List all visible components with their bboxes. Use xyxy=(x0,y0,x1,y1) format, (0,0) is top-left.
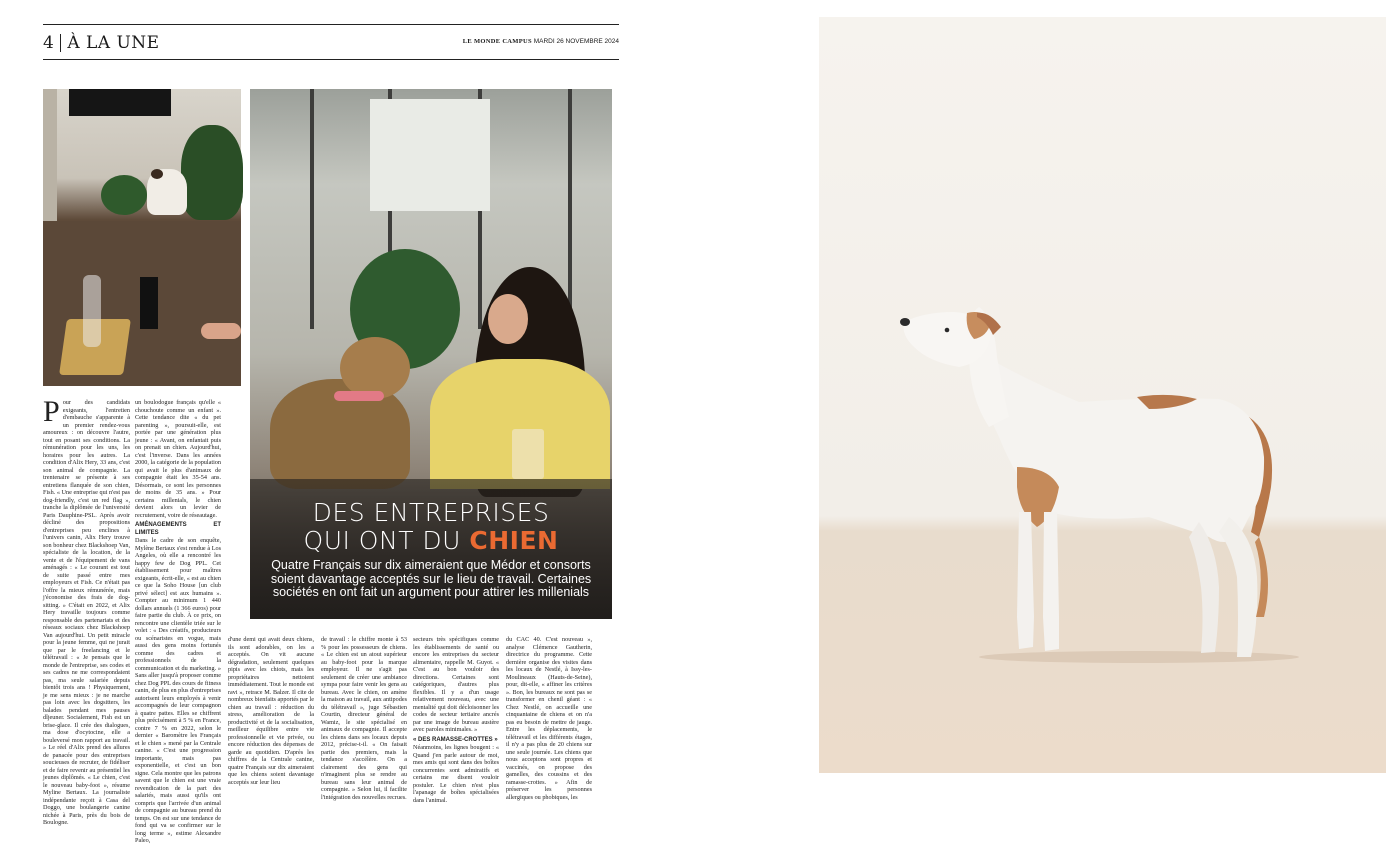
column-3-text: d'une demi qui avait deux chiens, ils sont adorables, on les a acceptés. On vit aucune dégradation, seulement quelques pipis avec les chiots, mais les propriétaires nettoient immédiatement. Tout le monde est ravi », retrace M. Balzer. Il cite de nombreux bienfaits apportés par le chien au travail : réduction du stress, amélioration de la productivité et de la socialisation, meilleur équilibre entre vie professionnelle et vie privée, ou encore réduction des dépenses de garde au quotidien. D'après les chiffres de la Centrale canine, quatre Français sur dix aimeraient que les chiens soient davantage acceptés sur leur lieu xyxy=(228,636,314,786)
article-column-5 xyxy=(413,636,499,804)
dog-hind-leg-2 xyxy=(1189,522,1219,653)
dog-body xyxy=(969,347,1264,542)
page-folio xyxy=(43,33,160,53)
dog-illustration xyxy=(819,17,1386,773)
office-dog-photo xyxy=(43,89,241,386)
header-rule-bottom xyxy=(43,59,619,60)
column-2b-text: Dans le cadre de son enquête, Mylène Bertaux s'est rendue à Los Angeles, où elle a rencontré les happy few de Dog PPL. Cet établissement pour maîtres exigeants, écrit-elle, « est au chien ce que la Soho House [un club privé sélect] est aux humains ». Compter au minimum 1 440 dollars annuels (1 366 euros) pour faire partie du club. À ce prix, on rencontre une clientèle triée sur le volet : « Des créatifs, producteurs ou scénaristes en vogue, mais aussi des gens moins fortunés comme des cadres et professionnels de la communication et du marketing. » Sans aller jusqu'à proposer comme chez Dog PPL des cours de fitness canin, de plus en plus d'entreprises autorisent leurs employés à venir accompagnés de leur compagnon à quatre pattes. Elles se chiffrent plus précisément à 5 % en France, contre 7 % en 2022, selon le dernier « Baromètre les Français et le chien » mené par la Centrale canine. « C'est une progression importante, mais pas exponentielle, et c'est un bon signe. Cela montre que les patrons savent que le chien est une vraie revendication de la part des salariés, mais aussi qu'ils ont compris que l'arrivée d'un animal de compagnie au bureau prend du temps. On est sur une tendance de fond qui va se confirmer sur le long terme », estime Alexandre Paleo, xyxy=(135,537,221,844)
dropcap: P xyxy=(43,395,60,428)
headline-line-2-start: QUI ONT DU xyxy=(303,526,470,555)
dog-front-leg-1 xyxy=(1017,512,1034,649)
column-4-text: de travail : le chiffre monte à 53 % pour les possesseurs de chiens. « Le chien est un atout supérieur au baby-foot pour la marque employeur. Il ne s'agit pas seulement de créer une ambiance sympa pour faire venir les gens au bureau. Avec le chien, on amène la maison au travail, aux antipodes du télétravail », juge Sébastien Courtin, directeur général de Wamiz, le site spécialisé en animaux de compagnie. Il accepte les chiens dans ses locaux depuis 2012, précise-t-il. « On faisait partie des premiers, mais la tendance s'accélère. On a clairement des gens qui n'imaginent plus se rendre au bureau sans leur animal de compagnie. » Selon lui, il facilite l'intégration des nouvelles recrues. xyxy=(321,636,407,801)
publication-name: LE MONDE CAMPUS xyxy=(462,38,532,45)
column-2-text: un boulodogue français qu'elle « chouchoute comme un enfant ». Cette tendance dite « du pet parenting », poursuit-elle, est portée par une génération plus jeune : « Avant, on enfantait puis on prenait un chien. Aujourd'hui, c'est l'inverse. Dans les années 2000, la catégorie de la population qui avait le plus d'animaux de compagnie était les 35-54 ans. Désormais, ce sont les personnes de moins de 35 ans. » Pour certains millenials, le chien devient alors un levier de recrutement, voire de réseautage. xyxy=(135,399,221,519)
header-rule-top xyxy=(43,24,619,25)
headline-accent-word: CHIEN xyxy=(469,526,559,555)
masthead xyxy=(463,38,619,45)
column-5-text: secteurs très spécifiques comme les établissements de santé ou encore les entreprises du secteur alimentaire, rappelle M. Guyot. « C'est au bon vouloir des directions. Certaines sont catégoriques, d'autres plus flexibles. Il y a d'un usage relativement nouveau, avec une mentalité qui doit décloisonner les codes de secteur tertiaire ancrés par une image de bureau austère avec paroles minimales. » xyxy=(413,636,499,733)
subhead-amenagements: AMÉNAGEMENTS ET LIMITES xyxy=(135,522,221,536)
subhead-ramasse-crottes: « DES RAMASSE-CROTTES » xyxy=(413,736,498,743)
standfirst: Quatre Français sur dix aimeraient que Médor et consorts soient davantage acceptés sur le lieu de travail. Certaines sociétés en ont fait un argument pour attirer les millenials xyxy=(270,558,592,599)
folio-separator xyxy=(60,34,61,52)
standing-dog-photo xyxy=(819,17,1386,773)
woman-with-dog-photo xyxy=(250,89,612,619)
publication-date: MARDI 26 NOVEMBRE 2024 xyxy=(533,38,619,45)
newspaper-page xyxy=(43,24,619,844)
dog-hind-leg-1 xyxy=(1219,517,1257,657)
dog-nose xyxy=(900,318,910,326)
article-column-3 xyxy=(228,636,314,784)
article-column-1 xyxy=(43,395,130,826)
dog-eye xyxy=(945,328,950,333)
article-column-2 xyxy=(135,399,221,844)
headline-line-2 xyxy=(250,527,612,555)
column-5b-text: Néanmoins, les lignes bougent : « Quand j'en parle autour de moi, mes amis qui sont dans des boîtes concurrentes sont admiratifs et certains me disent vouloir postuler. Le chien n'est plus l'apanage de boîtes spécialisées dans l'animal. xyxy=(413,744,499,804)
column-6-text: du CAC 40. C'est nouveau », analyse Clémence Gautherin, directrice du programme. Cette dernière organise des visites dans les locaux de Nestlé, à Issy-les-Moulineaux (Hauts-de-Seine), pour, dit-elle, « affiner les critères ». Bon, les bureaux ne sont pas se transformer en chenil géant : « Chez Nestlé, on accueille une cinquantaine de chiens et on n'a pas eu besoin de mettre de jauge. Entre les déplacements, le télétravail et les différents étages, il n'y a pas plus de 20 chiens sur une seule journée. Les chiens que nous acceptons sont propres et vaccinés, on propose des gamelles, des coussins et des ramasse-crottes. » Afin de préserver les personnes allergiques ou phobiques, les xyxy=(506,636,592,801)
headline-line-1: DES ENTREPRISES xyxy=(312,498,550,527)
article-column-6 xyxy=(506,636,592,801)
column-1-text: our des candidats exigeants, l'entretien d'embauche s'apparente à un premier rendez-vous amoureux : on découvre l'autre, tout en posant ses conditions. La rémunération pour les uns, les horaires pour les autres. La condition d'Alix Hery, 33 ans, c'est son animal de compagnie. La trentenaire se présente à ses entretiens flanquée de son chien, Fish. « Une entreprise qui n'est pas dog-friendly, c'est un red flag », tranche la diplômée de l'université Paris Dauphine-PSL. Après avoir décliné des propositions d'entreprises peu enclines à l'univers canin, Alix Hery trouve son bonheur chez Blackshoep Van, spécialiste de la location, de la vente et de l'équipement de vans aménagés : « Le courant est tout de suite passé entre mes employeurs et Fish. Ce n'était pas l'offre la mieux rémunérée, mais j'économise des frais de dog-sitting. » C'était en 2022, et Alix Hery travaille toujours comme responsable des partenariats et des réseaux sociaux chez Blackshoep Van aujourd'hui. Un petit miracle pour la jeune femme, qui ne jurait que par le freelancing et le télétravail : « Je pensais que le monde de l'entreprise, ses codes et ses cadres ne me correspondaient pas, ma seule salariée depuis bientôt trois ans ! Physiquement, je me sens mieux : je ne marche pas loin avec les dogsitters, les balades pendant mes pauses dîjeuner. Socialement, Fish est un brise-glace. Il crée des dialogues, ma dose d'ocytocine, elle a bouleversé mon rapport au travail. » Le réel d'Alix prend des allures de panacée pour des entreprises soucieuses de recruter, de fidéliser et de faire revenir au présentiel les jeunes diplômés. « Le chien, c'est le nouveau baby-foot », résume Myline Bertaux. La journaliste indépendante reçoit à Casa del Doggo, une boulangerie canine nichée à Paris, près du bois de Boulogne. xyxy=(43,399,130,826)
dog-front-leg-2 xyxy=(1043,512,1059,651)
page-number: 4 xyxy=(43,33,55,53)
section-title: À LA UNE xyxy=(67,33,160,53)
headline xyxy=(250,499,612,555)
article-column-4 xyxy=(321,636,407,801)
